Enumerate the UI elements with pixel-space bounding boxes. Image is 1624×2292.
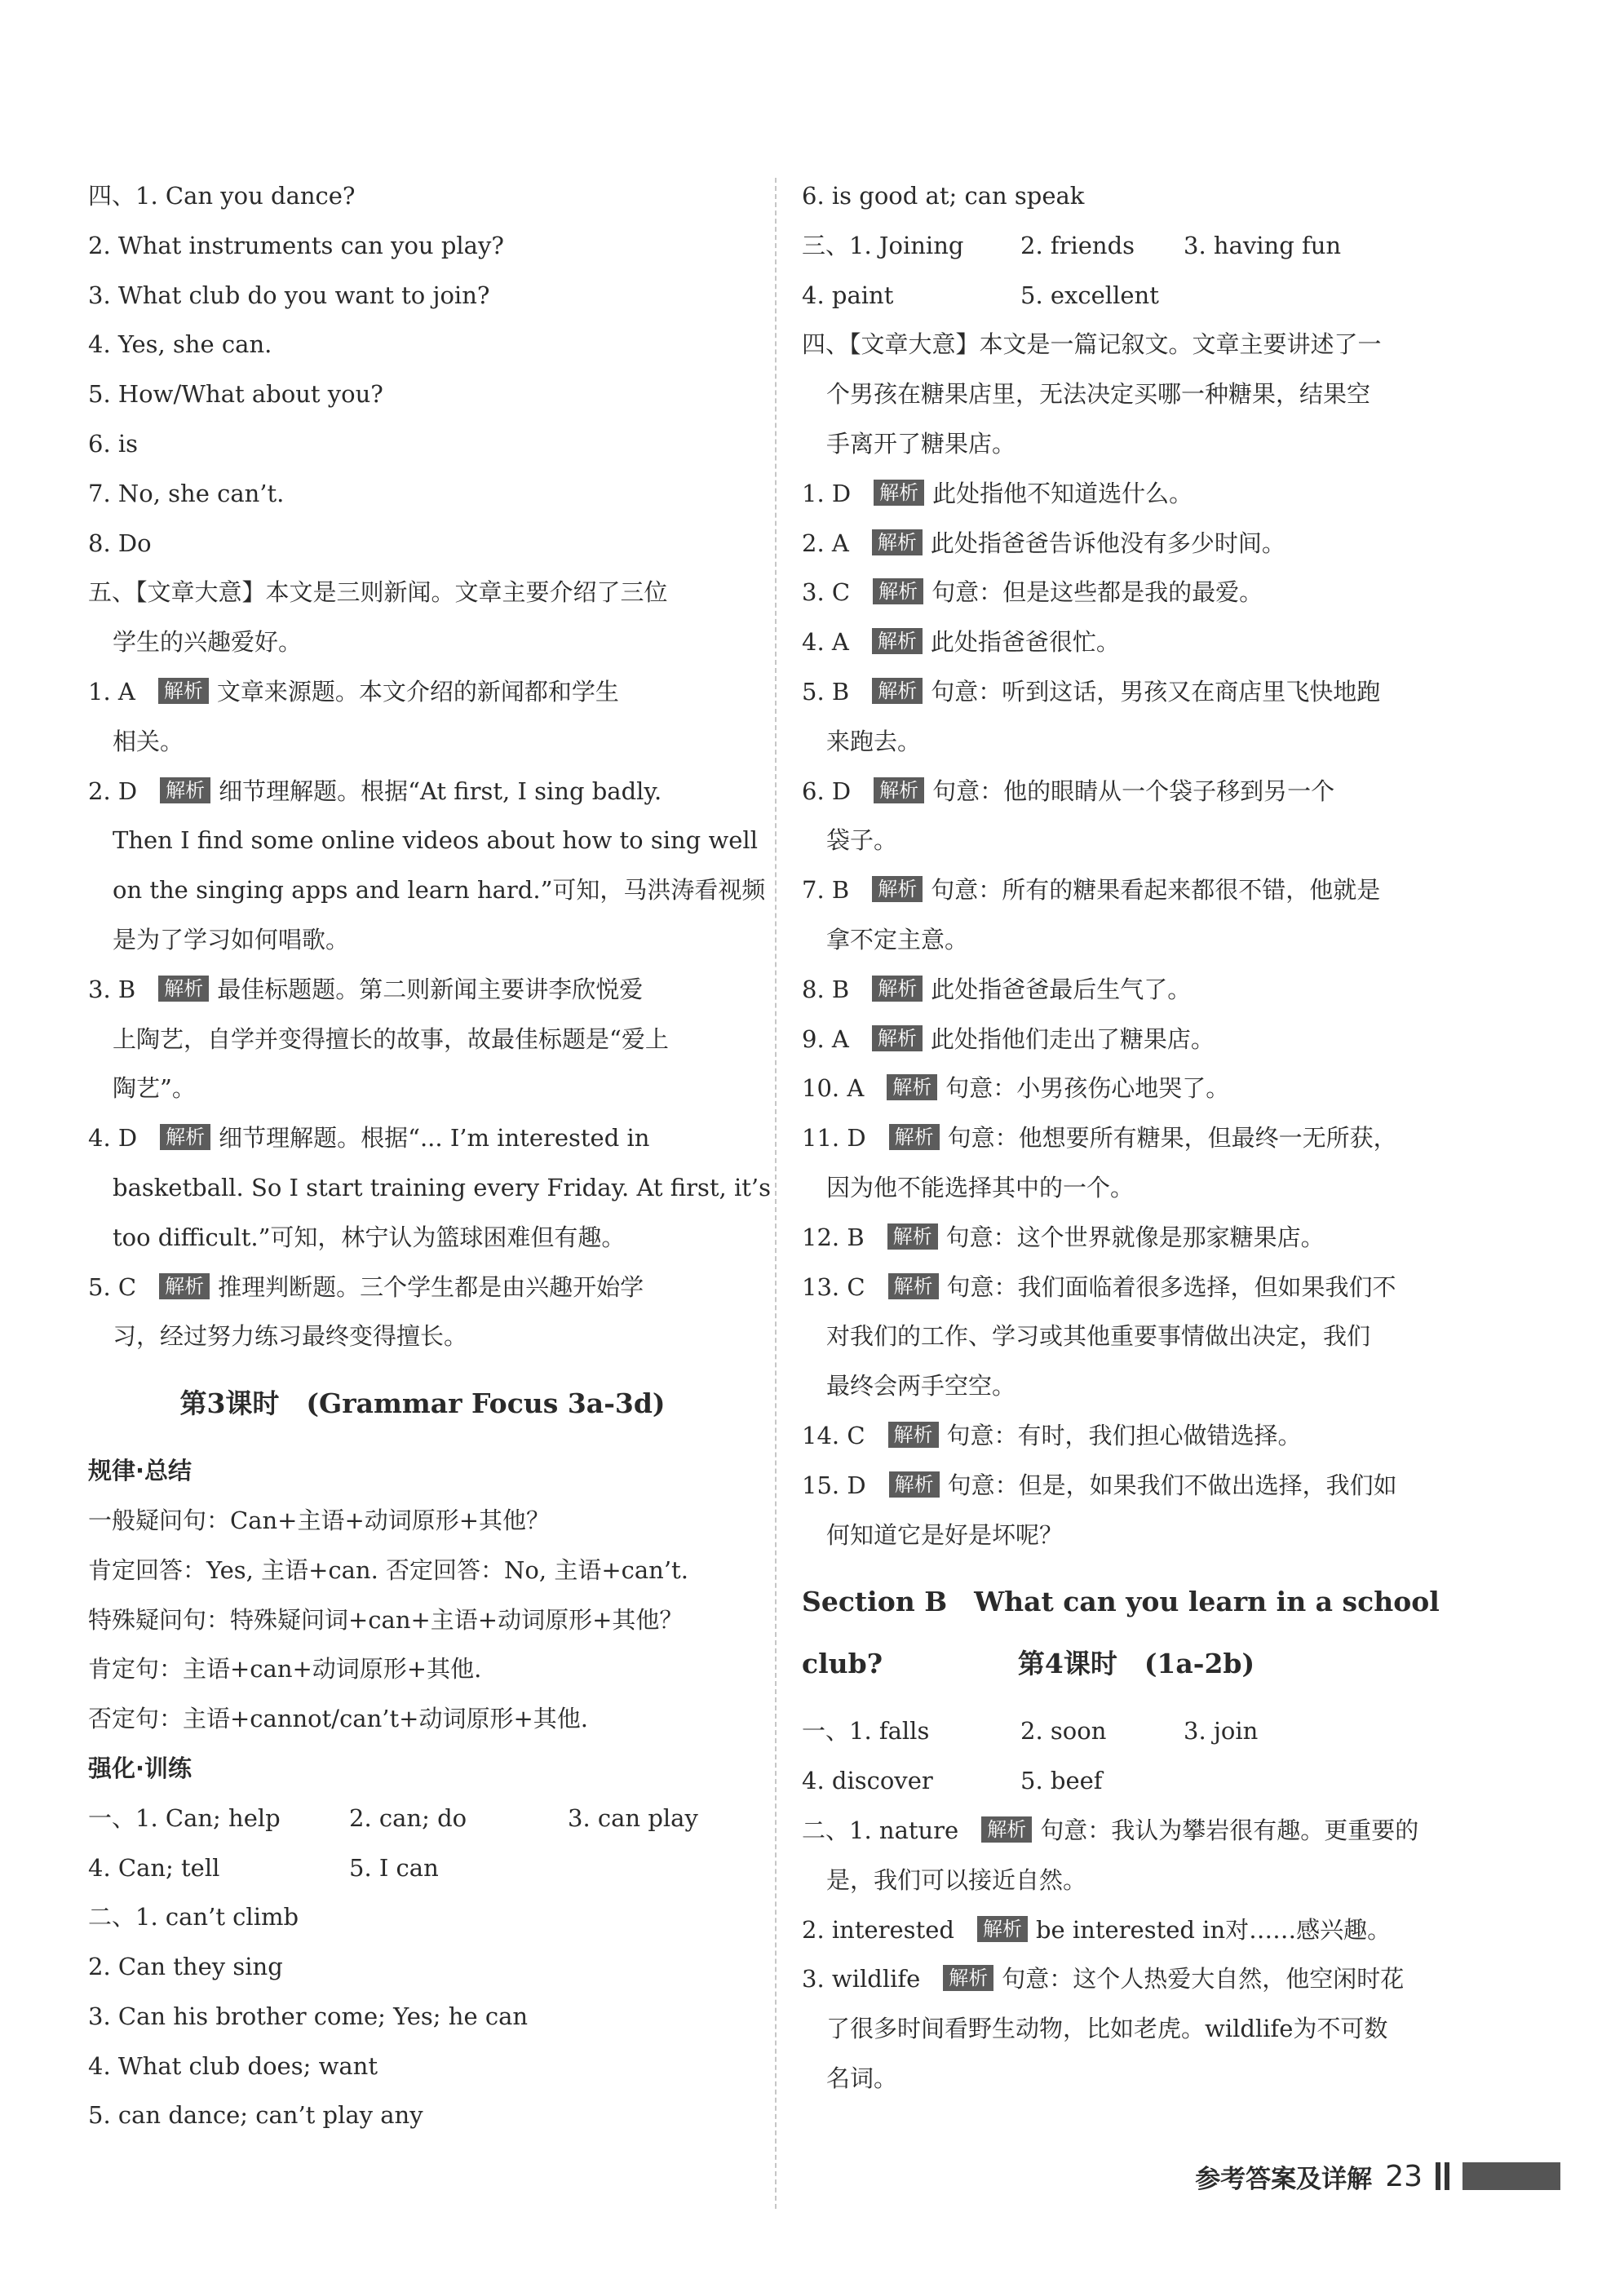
practice-heading: 强化·训练: [88, 1754, 192, 1782]
answer-line: [802, 1461, 1471, 1511]
rule-line: 特殊疑问句：特殊疑问词+can+主语+动词原形+其他？: [88, 1605, 684, 1634]
answer-item: 3. can play: [568, 1803, 698, 1832]
answer-line: [802, 617, 1471, 667]
answer-line: [88, 1113, 757, 1163]
answer-line: 4. Yes, she can.: [88, 330, 272, 359]
analysis-line: basketball. So I start training every Friday. At first, it’s: [113, 1173, 772, 1201]
analysis-tag: 解析: [872, 529, 923, 555]
answer-line: [802, 1064, 1471, 1113]
answer-number: 10. A: [802, 1074, 865, 1103]
answer-line: [88, 1263, 757, 1312]
rule-line: 肯定句：主语+can+动词原形+其他.: [88, 1655, 482, 1684]
answer-line: 5. can dance; can’t play any: [88, 2101, 423, 2130]
answer-row: [802, 1756, 1471, 1806]
analysis-line: Then I find some online videos about how to sing well: [113, 826, 758, 855]
analysis-line: 了很多时间看野生动物，比如老虎。wildlife为不可数: [826, 2015, 1388, 2043]
answer-line: [802, 1411, 1471, 1461]
answer-item: 4. paint: [802, 281, 894, 309]
analysis-text: 推理判断题。三个学生都是由兴趣开始学: [218, 1272, 644, 1301]
analysis-tag: 解析: [874, 480, 924, 506]
answer-number: 3. B: [88, 975, 136, 1003]
answer-line: 5. How/What about you?: [88, 380, 383, 409]
analysis-tag: 解析: [889, 1471, 940, 1498]
analysis-tag: 解析: [872, 678, 923, 704]
analysis-line: 相关。: [113, 727, 184, 755]
rule-line: 一般疑问句：Can+主语+动词原形+其他？: [88, 1506, 551, 1534]
analysis-tag: 解析: [888, 1273, 939, 1299]
rules-heading: 规律·总结: [88, 1457, 192, 1485]
analysis-text: 此处指他们走出了糖果店。: [930, 1024, 1215, 1053]
analysis-text: 句意：这个世界就像是那家糖果店。: [945, 1223, 1325, 1251]
answer-item: 5. excellent: [1020, 281, 1159, 309]
analysis-line: 袋子。: [826, 826, 898, 855]
answer-number: 2. D: [88, 777, 138, 805]
answer-number: 14. C: [802, 1421, 865, 1449]
analysis-tag: 解析: [873, 578, 923, 604]
answer-item: 一、1. Can; help: [88, 1803, 281, 1832]
answer-line: 6. is: [88, 429, 139, 458]
answer-item: 4. Can; tell: [88, 1853, 220, 1882]
analysis-text: 此处指爸爸告诉他没有多少时间。: [930, 529, 1285, 557]
left-column: [88, 171, 772, 2140]
analysis-line: 名词。: [826, 2064, 898, 2092]
analysis-tag: 解析: [872, 976, 923, 1002]
analysis-tag: 解析: [943, 1965, 993, 1991]
analysis-text: 最佳标题题。第二则新闻主要讲李欣悦爱: [217, 975, 644, 1003]
analysis-line: 是，我们可以接近自然。: [826, 1865, 1087, 1894]
analysis-text: 句意：这个人热爱大自然，他空闲时花: [1002, 1965, 1405, 1993]
analysis-tag: 解析: [159, 1273, 210, 1299]
answer-line: 2. Can they sing: [88, 1953, 283, 1981]
answer-line: 四、1. Can you dance?: [88, 182, 356, 210]
analysis-text: 此处指爸爸最后生气了。: [931, 975, 1192, 1003]
answer-number: 8. B: [802, 975, 850, 1003]
answer-line: [88, 965, 757, 1015]
answer-line: 6. is good at; can speak: [802, 182, 1085, 210]
analysis-line: too difficult.”可知，林宁认为篮球困难但有趣。: [113, 1223, 626, 1251]
analysis-line: 何知道它是好是坏呢？: [826, 1520, 1064, 1549]
answer-line: [802, 1213, 1471, 1263]
analysis-text: 句意：小男孩伤心地哭了。: [945, 1074, 1230, 1103]
analysis-line: 来跑去。: [826, 727, 922, 755]
answer-number: 5. C: [88, 1272, 137, 1301]
analysis-text: 句意：他的眼睛从一个袋子移到另一个: [932, 777, 1335, 805]
answer-line: 2. What instruments can you play?: [88, 231, 504, 259]
footer-bar: [1462, 2162, 1560, 2190]
answer-item: 5. beef: [1020, 1767, 1103, 1795]
analysis-line: 陶艺”。: [113, 1074, 196, 1103]
answer-item: 3. join: [1184, 1717, 1259, 1746]
analysis-line: 因为他不能选择其中的一个。: [826, 1173, 1135, 1201]
answer-number: 12. B: [802, 1223, 865, 1251]
rule-line: 肯定回答：Yes, 主语+can. 否定回答：No, 主语+can’t.: [88, 1555, 688, 1584]
analysis-line: 是为了学习如何唱歌。: [113, 925, 350, 954]
analysis-line: 拿不定主意。: [826, 925, 969, 954]
answer-row: [802, 221, 1471, 271]
analysis-text: 此处指他不知道选什么。: [932, 479, 1193, 507]
answer-line: [802, 767, 1471, 816]
answer-line: 4. What club does; want: [88, 2051, 378, 2080]
analysis-tag: 解析: [160, 777, 210, 803]
answer-number: 9. A: [802, 1024, 849, 1053]
answer-row: [88, 1794, 757, 1843]
answer-item: 三、1. Joining: [802, 231, 964, 259]
answer-number: 二、1. nature: [802, 1816, 959, 1844]
analysis-tag: 解析: [158, 678, 209, 704]
lesson-3-heading: 第3课时 (Grammar Focus 3a-3d): [179, 1387, 666, 1420]
analysis-tag: 解析: [874, 777, 924, 803]
analysis-text: be interested in对……感兴趣。: [1035, 1915, 1392, 1944]
analysis-tag: 解析: [160, 1124, 210, 1150]
analysis-tag: 解析: [888, 1422, 939, 1448]
answer-line: [88, 667, 757, 717]
answer-line: [802, 469, 1471, 519]
rule-line: 否定句：主语+cannot/can’t+动词原形+其他.: [88, 1705, 588, 1733]
analysis-text: 句意：但是，如果我们不做出选择，我们如: [947, 1471, 1397, 1499]
answer-item: 2. can; do: [349, 1803, 467, 1832]
answer-line: [802, 1015, 1471, 1064]
analysis-text: 句意：我认为攀岩很有趣。更重要的: [1040, 1816, 1419, 1844]
answer-row: [802, 271, 1471, 321]
answer-number: 6. D: [802, 777, 852, 805]
page-number: 23: [1385, 2159, 1423, 2193]
analysis-line: 习，经过努力练习最终变得擅长。: [113, 1322, 468, 1351]
answer-line: [802, 1263, 1471, 1312]
analysis-tag: 解析: [889, 1124, 940, 1150]
footer-bars-icon: [1436, 2162, 1449, 2190]
answer-line: [802, 1113, 1471, 1163]
analysis-text: 句意：所有的糖果看起来都很不错，他就是: [931, 876, 1381, 905]
answer-number: 4. A: [802, 628, 849, 657]
answer-line: [802, 1954, 1471, 2004]
answer-line: [802, 1806, 1471, 1856]
analysis-line: on the singing apps and learn hard.”可知，马洪涛看视频: [113, 876, 766, 905]
summary-line: 学生的兴趣爱好。: [113, 628, 303, 657]
answer-line: [88, 767, 757, 816]
column-divider: [775, 178, 777, 2209]
answer-number: 3. wildlife: [802, 1965, 921, 1993]
answer-line: [802, 519, 1471, 569]
summary-line: 个男孩在糖果店里，无法决定买哪一种糖果，结果空: [826, 380, 1371, 409]
answer-item: 2. friends: [1020, 231, 1135, 259]
answer-number: 7. B: [802, 876, 850, 905]
answer-item: 2. soon: [1020, 1717, 1107, 1746]
answer-line: 7. No, she can’t.: [88, 479, 285, 507]
answer-number: 2. A: [802, 529, 849, 557]
analysis-text: 句意：听到这话，男孩又在商店里飞快地跑: [931, 677, 1381, 706]
analysis-text: 文章来源题。本文介绍的新闻都和学生: [216, 677, 619, 706]
answer-number: 15. D: [802, 1471, 866, 1499]
answer-row: [802, 1706, 1471, 1756]
answer-line: 二、1. can’t climb: [88, 1903, 299, 1931]
answer-line: 8. Do: [88, 529, 152, 557]
footer-label: 参考答案及详解: [1195, 2164, 1373, 2194]
answer-number: 1. D: [802, 479, 852, 507]
answer-number: 3. C: [802, 578, 851, 607]
summary-line: 手离开了糖果店。: [826, 429, 1016, 458]
answer-line: [802, 865, 1471, 915]
answer-line: 3. Can his brother come; Yes; he can: [88, 2002, 529, 2030]
answer-item: 一、1. falls: [802, 1717, 930, 1746]
analysis-tag: 解析: [872, 876, 923, 902]
summary-line: 五、【文章大意】本文是三则新闻。文章主要介绍了三位: [88, 578, 668, 607]
answer-item: 5. I can: [349, 1853, 439, 1882]
answer-number: 2. interested: [802, 1915, 954, 1944]
answer-number: 13. C: [802, 1272, 865, 1301]
analysis-line: 上陶艺，自学并变得擅长的故事，故最佳标题是“爱上: [113, 1024, 669, 1053]
analysis-line: 对我们的工作、学习或其他重要事情做出决定，我们: [826, 1322, 1371, 1351]
summary-line: 四、【文章大意】本文是一篇记叙文。文章主要讲述了一: [802, 330, 1382, 359]
answer-line: [802, 568, 1471, 617]
answer-number: 1. A: [88, 677, 135, 706]
answer-number: 5. B: [802, 677, 850, 706]
analysis-text: 细节理解题。根据“... I’m interested in: [219, 1124, 650, 1153]
answer-line: [802, 1905, 1471, 1955]
right-column: [802, 171, 1471, 2104]
answer-item: 3. having fun: [1184, 231, 1342, 259]
answer-line: 3. What club do you want to join?: [88, 281, 490, 309]
analysis-text: 句意：但是这些都是我的最爱。: [931, 578, 1263, 607]
analysis-line: 最终会两手空空。: [826, 1372, 1016, 1400]
analysis-tag: 解析: [887, 1223, 938, 1250]
analysis-tag: 解析: [887, 1074, 937, 1100]
analysis-text: 此处指爸爸很忙。: [930, 628, 1120, 657]
analysis-text: 句意：有时，我们担心做错选择。: [946, 1421, 1302, 1449]
answer-row: [88, 1843, 757, 1893]
analysis-tag: 解析: [977, 1916, 1028, 1942]
analysis-tag: 解析: [158, 976, 209, 1002]
lesson-4-heading: 第4课时 (1a-2b): [1017, 1648, 1255, 1680]
answer-number: 11. D: [802, 1124, 866, 1153]
analysis-text: 句意：他想要所有糖果，但最终一无所获，: [947, 1124, 1397, 1153]
section-b-heading: Section B What can you learn in a school club?: [802, 1586, 1440, 1680]
page-footer: [1195, 2152, 1560, 2201]
analysis-text: 细节理解题。根据“At first, I sing badly.: [219, 777, 662, 805]
answer-item: 4. discover: [802, 1767, 933, 1795]
analysis-text: 句意：我们面临着很多选择，但如果我们不: [946, 1272, 1396, 1301]
analysis-tag: 解析: [872, 628, 923, 654]
analysis-tag: 解析: [872, 1025, 923, 1051]
answer-line: [802, 965, 1471, 1015]
analysis-tag: 解析: [981, 1816, 1032, 1843]
answer-number: 4. D: [88, 1124, 138, 1153]
answer-line: [802, 667, 1471, 717]
